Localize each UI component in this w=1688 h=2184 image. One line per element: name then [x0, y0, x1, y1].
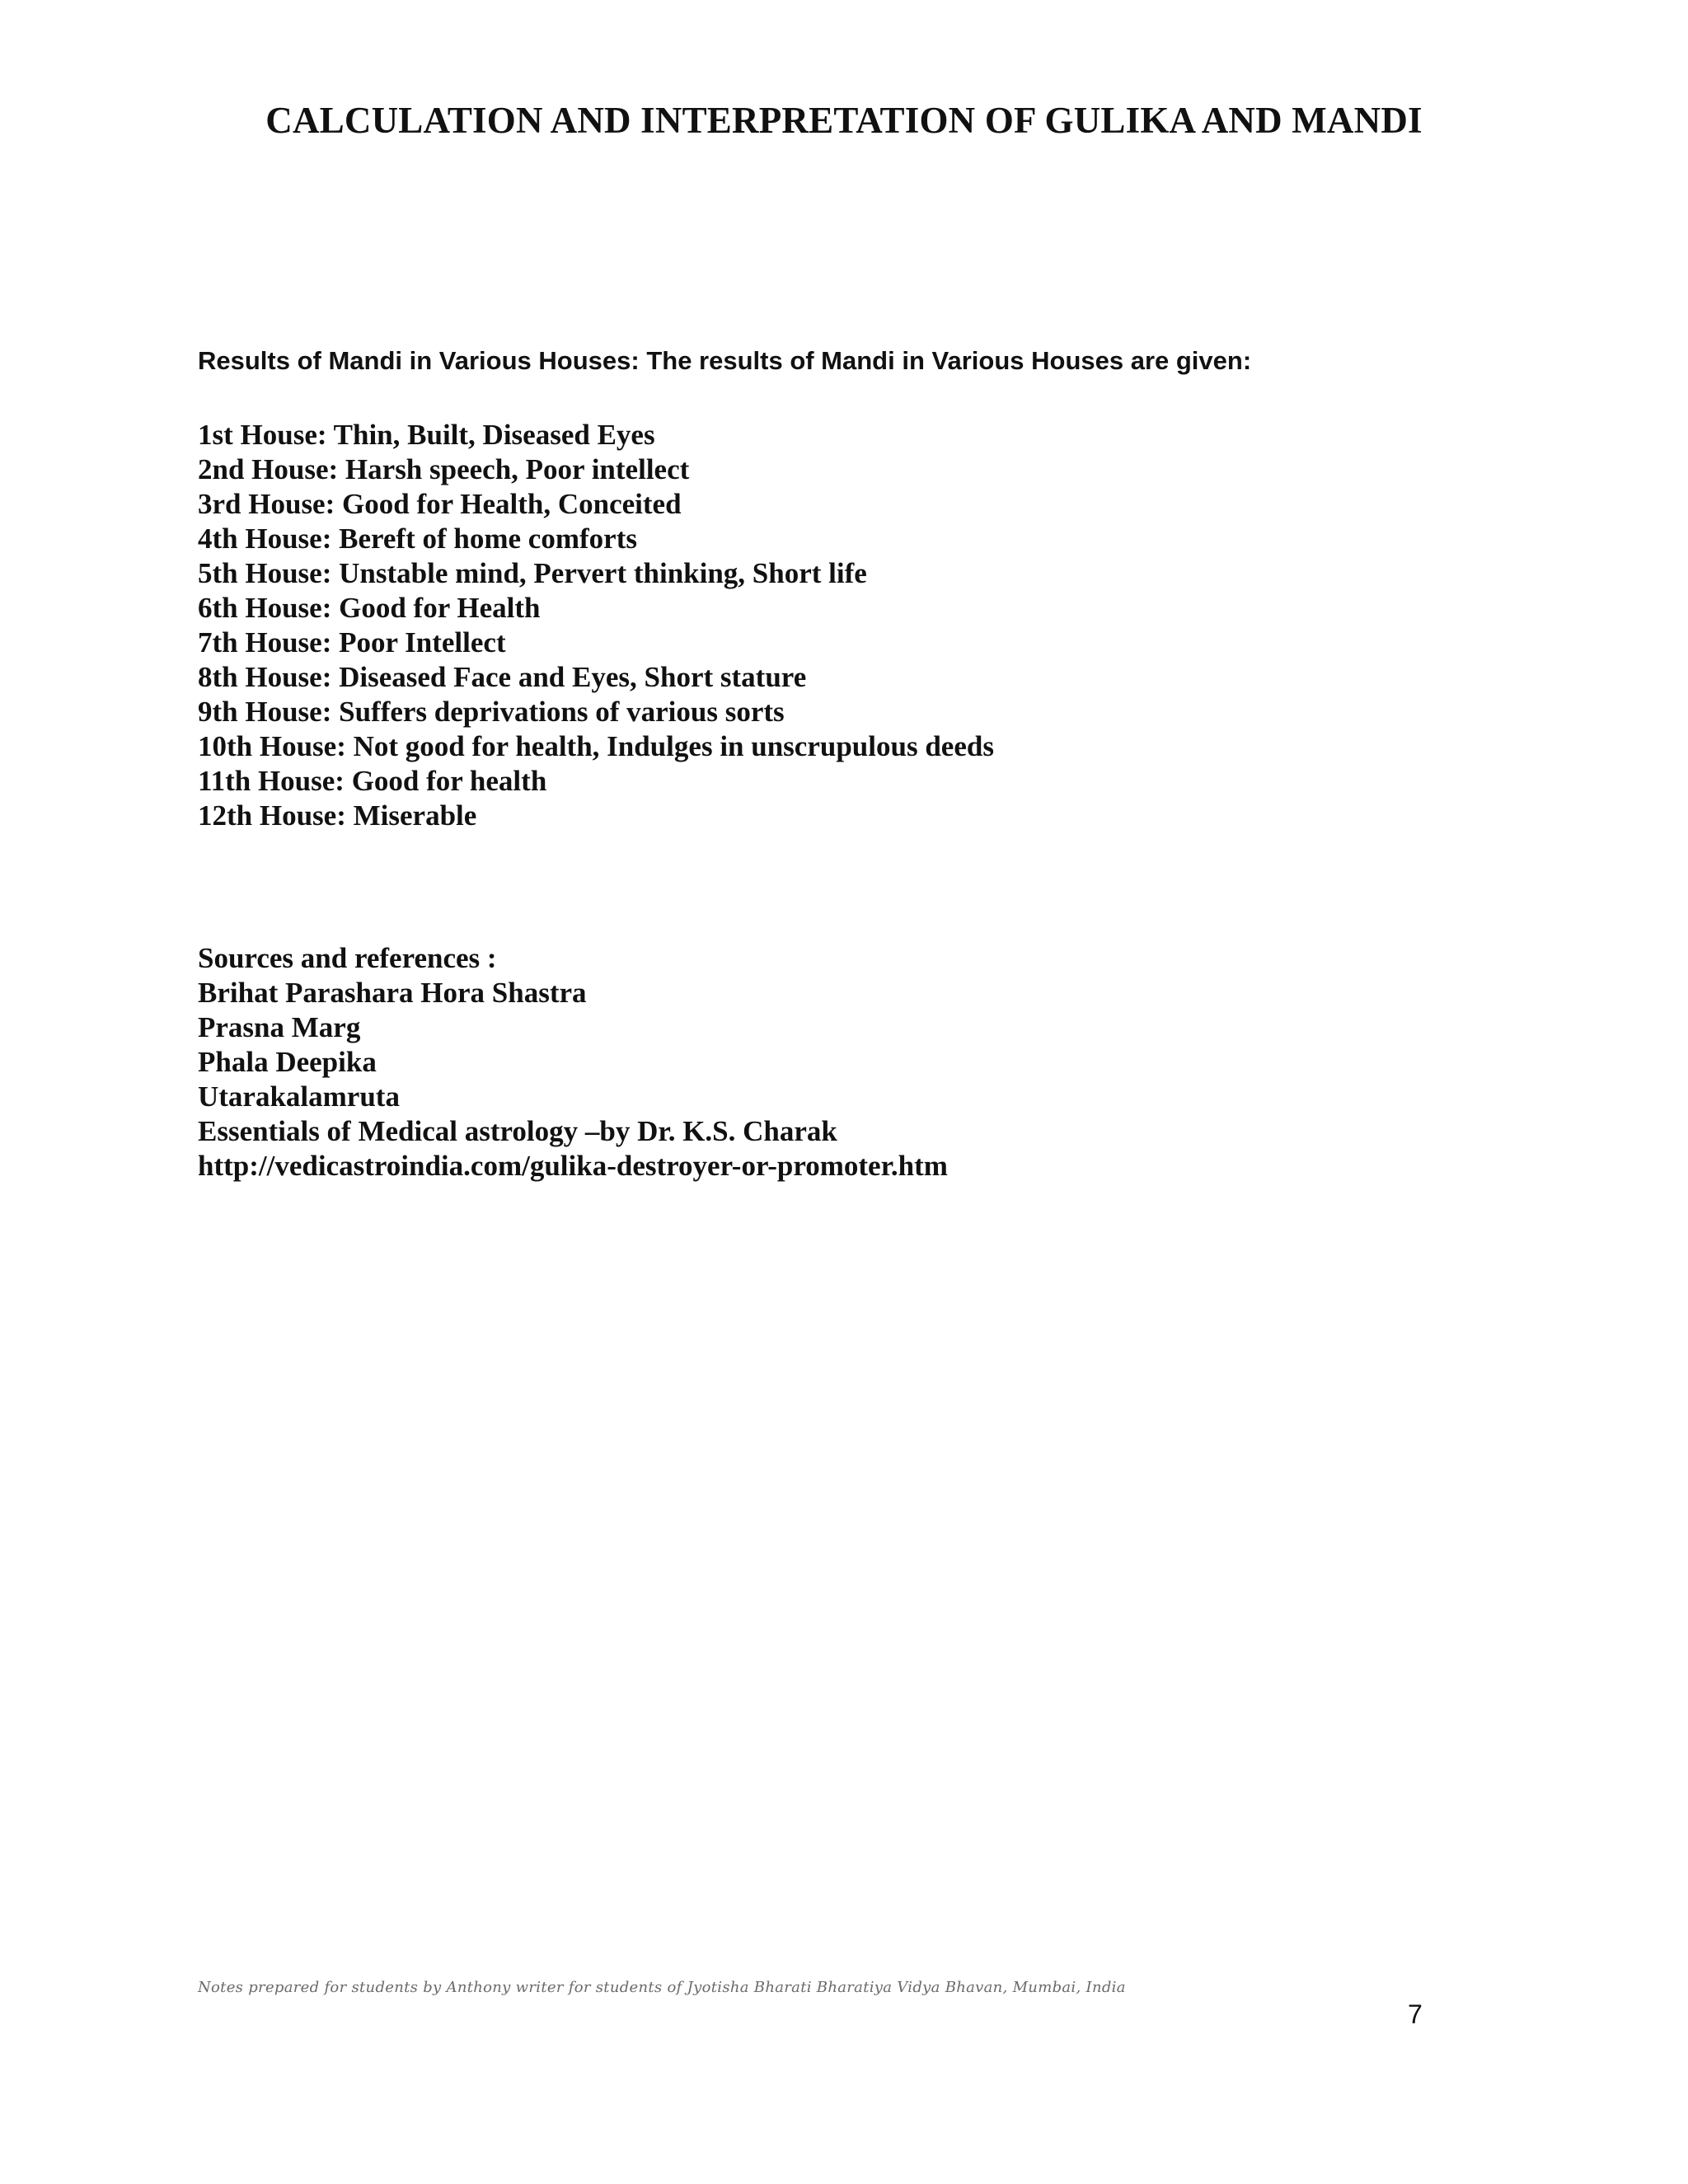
- list-item: 6th House: Good for Health: [198, 592, 541, 624]
- sources-list: [198, 941, 948, 1183]
- list-item: 1st House: Thin, Built, Diseased Eyes: [198, 419, 655, 451]
- list-item: 10th House: Not good for health, Indulges in unscrupulous deeds: [198, 730, 994, 762]
- sources-heading: Sources and references :: [198, 942, 497, 974]
- list-item: 11th House: Good for health: [198, 765, 547, 797]
- list-item: 7th House: Poor Intellect: [198, 626, 506, 658]
- list-item: 5th House: Unstable mind, Pervert thinking, Short life: [198, 557, 867, 589]
- footer-note: Notes prepared for students by Anthony writer for students of Jyotisha Bharati Bharatiya Vidya Bhavan, Mumbai, India: [198, 1979, 1126, 1996]
- list-item: 2nd House: Harsh speech, Poor intellect: [198, 453, 690, 485]
- section-heading: Results of Mandi in Various Houses: The results of Mandi in Various Houses are given:: [198, 346, 1252, 375]
- list-item: Brihat Parashara Hora Shastra: [198, 977, 587, 1009]
- list-item: Phala Deepika: [198, 1046, 377, 1078]
- list-item: 3rd House: Good for Health, Conceited: [198, 488, 682, 520]
- page-title: CALCULATION AND INTERPRETATION OF GULIKA AND MANDI: [265, 100, 1423, 141]
- list-item: 12th House: Miserable: [198, 799, 477, 832]
- page-number: 7: [1408, 1999, 1423, 2029]
- list-item: 9th House: Suffers deprivations of various sorts: [198, 696, 785, 728]
- list-item: Prasna Marg: [198, 1011, 361, 1043]
- list-item: Essentials of Medical astrology –by Dr. K.S. Charak: [198, 1115, 837, 1147]
- list-item: 4th House: Bereft of home comforts: [198, 523, 637, 555]
- list-item: Utarakalamruta: [198, 1080, 400, 1113]
- list-item: 8th House: Diseased Face and Eyes, Short stature: [198, 661, 807, 693]
- house-results-list: [198, 418, 994, 833]
- source-url: http://vedicastroindia.com/gulika-destroyer-or-promoter.htm: [198, 1150, 948, 1182]
